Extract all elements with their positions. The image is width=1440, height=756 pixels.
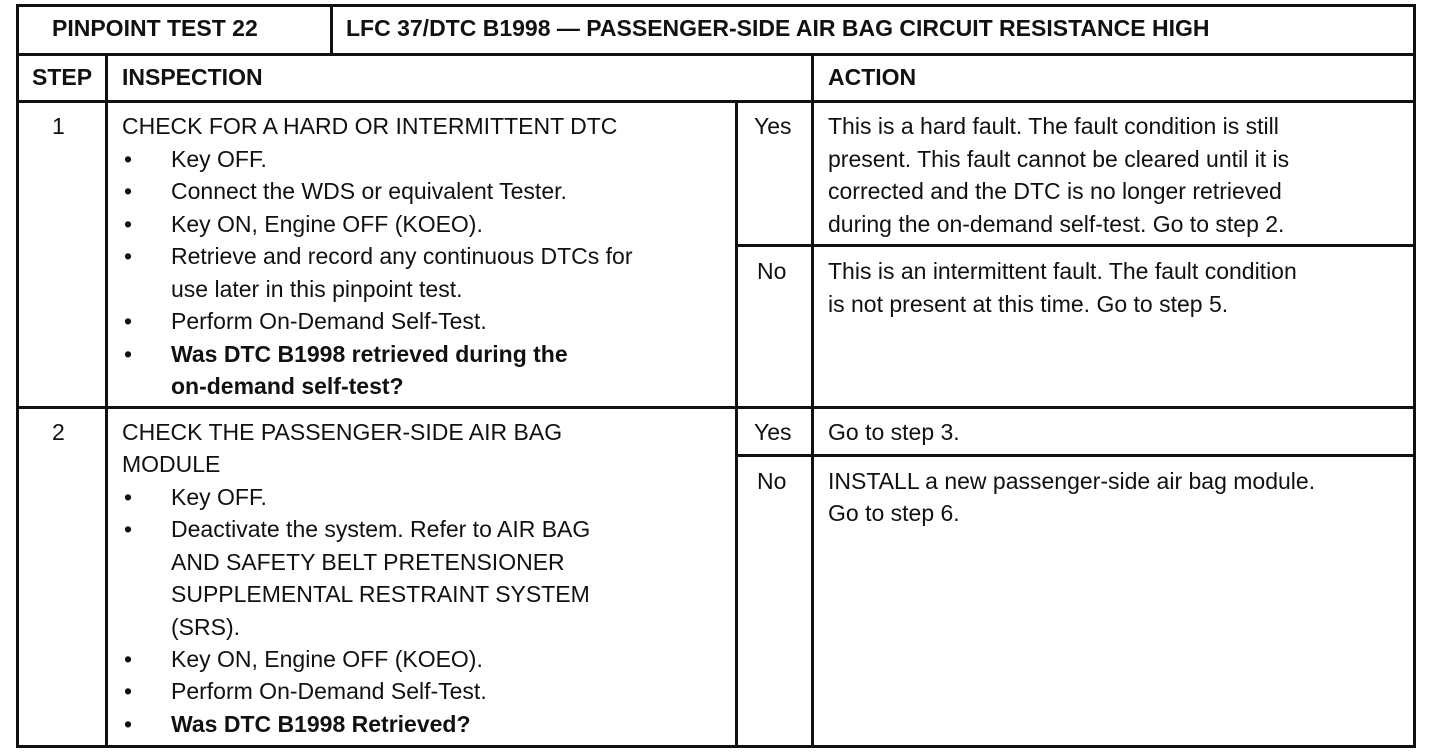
- step-1-yes-label: Yes: [754, 113, 792, 139]
- rule-step-column: [105, 53, 108, 748]
- step-1-bullet-5: Perform On-Demand Self-Test.: [171, 308, 487, 334]
- step-2-bullet-2: Deactivate the system. Refer to AIR BAG: [171, 516, 591, 542]
- step-1-yes-action-4: during the on-demand self-test. Go to step 2.: [828, 211, 1285, 237]
- rule-action-column: [811, 53, 814, 748]
- bullet-icon: •: [124, 711, 133, 737]
- rule-step2-yes-no: [735, 454, 1416, 457]
- step-1-yes-action-1: This is a hard fault. The fault condition is still: [828, 113, 1279, 139]
- bullet-icon: •: [124, 516, 133, 542]
- column-header-inspection: INSPECTION: [122, 64, 263, 90]
- rule-under-title: [16, 53, 1416, 56]
- step-2-no-action-1: INSTALL a new passenger-side air bag module.: [828, 468, 1316, 494]
- step-2-bullet-2-cont-2: SUPPLEMENTAL RESTRAINT SYSTEM: [171, 581, 590, 607]
- bullet-icon: •: [124, 484, 133, 510]
- step-2-title-line-1: CHECK THE PASSENGER-SIDE AIR BAG: [122, 419, 563, 445]
- step-1-no-label: No: [757, 258, 787, 284]
- bullet-icon: •: [124, 646, 133, 672]
- bullet-icon: •: [124, 178, 133, 204]
- step-1-bullet-1: Key OFF.: [171, 146, 267, 172]
- step-1-yes-action-3: corrected and the DTC is no longer retrieved: [828, 178, 1282, 204]
- step-2-bullet-2-cont-1: AND SAFETY BELT PRETENSIONER: [171, 549, 565, 575]
- step-1-bullet-3: Key ON, Engine OFF (KOEO).: [171, 211, 483, 237]
- bullet-icon: •: [124, 308, 133, 334]
- step-2-number: 2: [52, 419, 65, 445]
- step-1-question-cont: on-demand self-test?: [171, 373, 404, 399]
- rule-inspection-column: [735, 101, 738, 748]
- rule-title-divider: [330, 4, 333, 55]
- bullet-icon: •: [124, 678, 133, 704]
- test-title: PINPOINT TEST 22: [52, 15, 258, 41]
- step-1-question: Was DTC B1998 retrieved during the: [171, 341, 568, 367]
- step-1-bullet-4-cont: use later in this pinpoint test.: [171, 276, 463, 302]
- step-2-title-line-2: MODULE: [122, 451, 221, 477]
- step-2-bullet-2-cont-3: (SRS).: [171, 614, 240, 640]
- step-1-bullet-2: Connect the WDS or equivalent Tester.: [171, 178, 567, 204]
- step-1-number: 1: [52, 113, 65, 139]
- bullet-icon: •: [124, 211, 133, 237]
- bullet-icon: •: [124, 243, 133, 269]
- step-2-no-action-2: Go to step 6.: [828, 500, 960, 526]
- step-2-yes-action-1: Go to step 3.: [828, 419, 960, 445]
- column-header-action: ACTION: [828, 64, 917, 90]
- step-1-title: CHECK FOR A HARD OR INTERMITTENT DTC: [122, 113, 618, 139]
- step-2-yes-label: Yes: [754, 419, 792, 445]
- column-header-step: STEP: [32, 64, 93, 90]
- step-1-bullet-4: Retrieve and record any continuous DTCs for: [171, 243, 633, 269]
- step-2-no-label: No: [757, 468, 787, 494]
- step-1-no-action-2: is not present at this time. Go to step 5.: [828, 291, 1229, 317]
- rule-under-step-1: [16, 406, 1416, 409]
- bullet-icon: •: [124, 341, 133, 367]
- step-1-yes-action-2: present. This fault cannot be cleared until it is: [828, 146, 1290, 172]
- dtc-title: LFC 37/DTC B1998 — PASSENGER-SIDE AIR BAG CIRCUIT RESISTANCE HIGH: [346, 15, 1210, 41]
- step-2-question: Was DTC B1998 Retrieved?: [171, 711, 471, 737]
- step-2-bullet-1: Key OFF.: [171, 484, 267, 510]
- rule-under-column-header: [16, 100, 1416, 103]
- bullet-icon: •: [124, 146, 133, 172]
- rule-step1-yes-no: [735, 244, 1416, 247]
- step-1-no-action-1: This is an intermittent fault. The fault condition: [828, 258, 1297, 284]
- step-2-bullet-4: Perform On-Demand Self-Test.: [171, 678, 487, 704]
- step-2-bullet-3: Key ON, Engine OFF (KOEO).: [171, 646, 483, 672]
